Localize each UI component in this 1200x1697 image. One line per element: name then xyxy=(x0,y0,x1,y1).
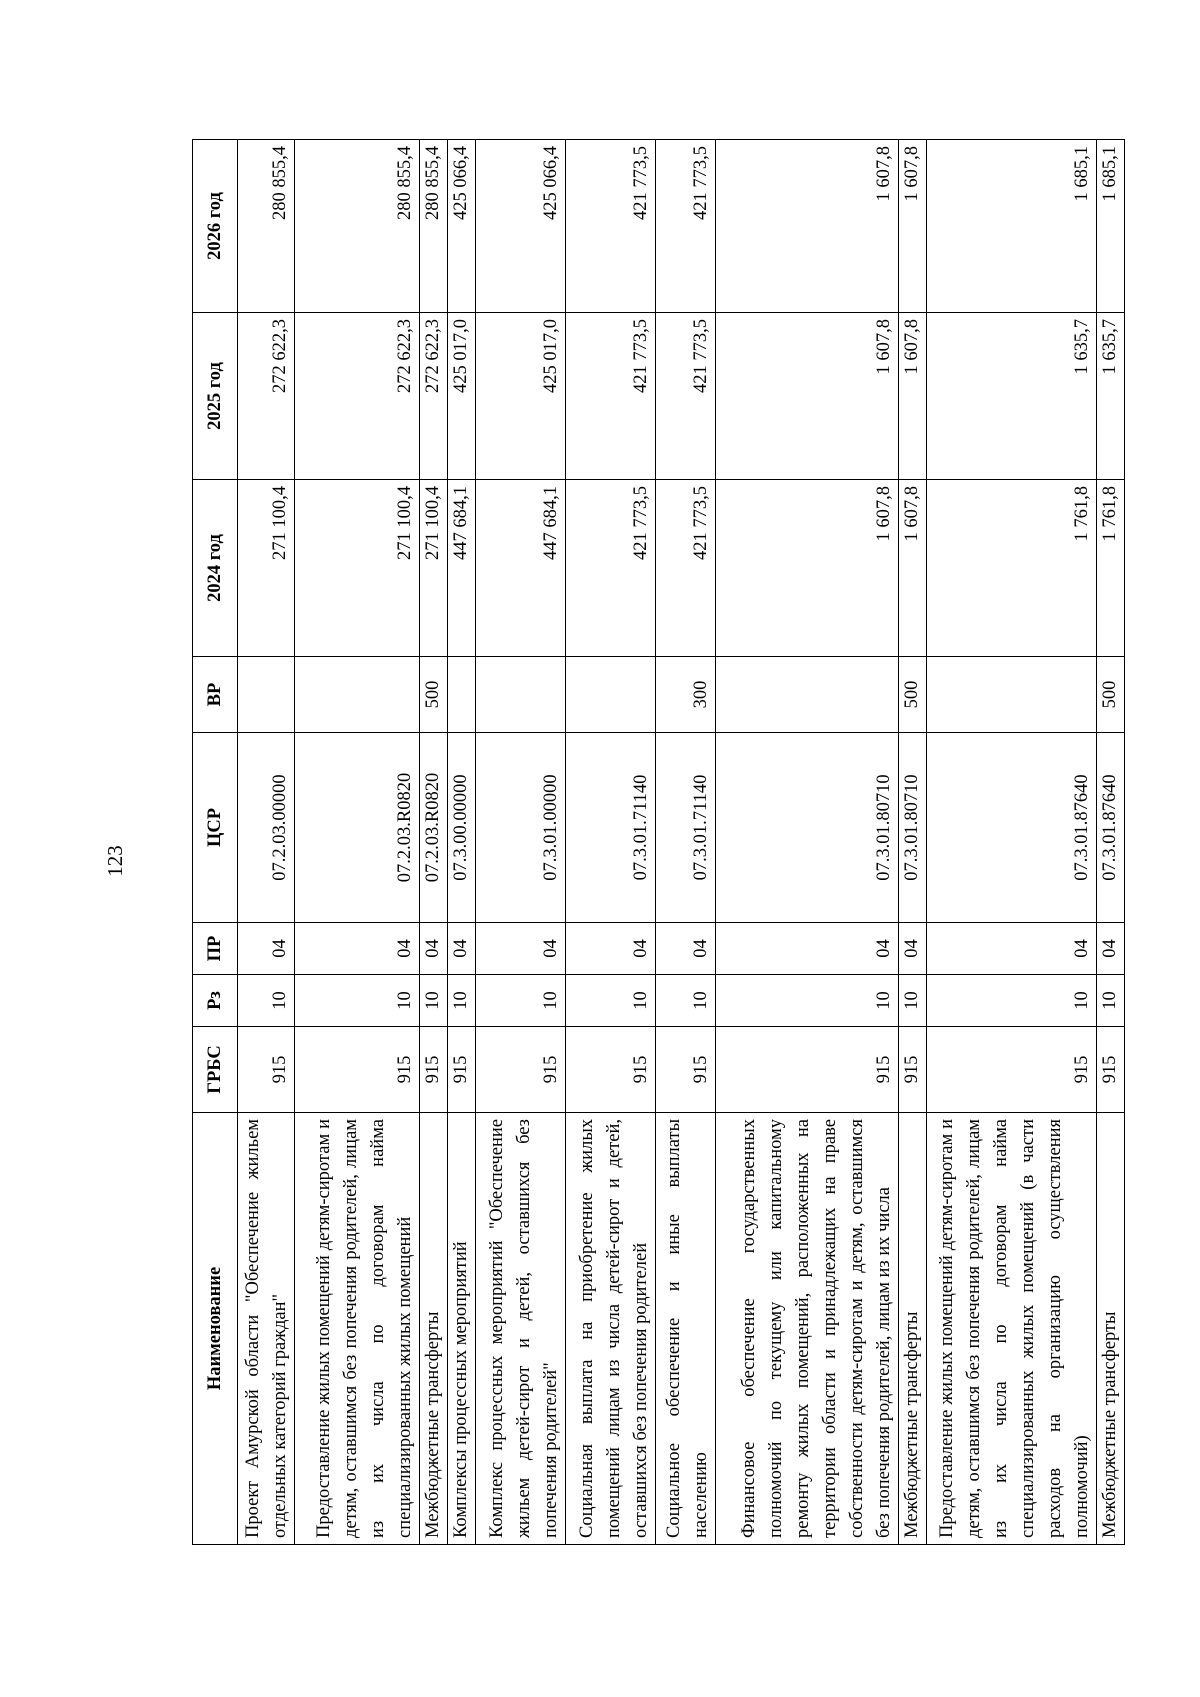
cell-2026: 425 066,4 xyxy=(476,140,566,313)
col-header-name: Наименование xyxy=(193,1113,238,1545)
cell-2026: 1 685,1 xyxy=(1097,140,1125,313)
rotated-table-container xyxy=(192,140,1120,1545)
header-row xyxy=(193,140,238,1545)
cell-2024: 1 761,8 xyxy=(1097,480,1125,657)
cell-name: Финансовое обеспечение государственных полномочий по текущему или капитальному ремонту жилых помещений, расположенных на территории области и принадлежащих на праве собственности детям-сиротам и детям, оставшимся без попечения родителей, лицам из их числа xyxy=(716,1113,899,1545)
cell-rz: 10 xyxy=(448,975,476,1027)
cell-vr xyxy=(476,657,566,733)
cell-vr: 500 xyxy=(1097,657,1125,733)
col-header-grbs: ГРБС xyxy=(193,1027,238,1113)
cell-csr: 07.3.01.87640 xyxy=(1097,733,1125,923)
cell-vr xyxy=(927,657,1097,733)
cell-pr: 04 xyxy=(476,923,566,975)
cell-vr xyxy=(716,657,899,733)
cell-grbs: 915 xyxy=(476,1027,566,1113)
cell-vr xyxy=(238,657,295,733)
cell-pr: 04 xyxy=(1097,923,1125,975)
cell-pr: 04 xyxy=(448,923,476,975)
cell-2024: 447 684,1 xyxy=(476,480,566,657)
cell-2024: 1 607,8 xyxy=(716,480,899,657)
col-header-pr: ПР xyxy=(193,923,238,975)
table-row xyxy=(448,140,476,1545)
cell-rz: 10 xyxy=(899,975,927,1027)
table-row xyxy=(716,140,899,1545)
cell-rz: 10 xyxy=(420,975,448,1027)
cell-grbs: 915 xyxy=(566,1027,656,1113)
cell-2025: 425 017,0 xyxy=(448,313,476,480)
col-header-2026: 2026 год xyxy=(193,140,238,313)
cell-2025: 272 622,3 xyxy=(295,313,420,480)
col-header-vr: ВР xyxy=(193,657,238,733)
cell-grbs: 915 xyxy=(927,1027,1097,1113)
page-number: 123 xyxy=(103,845,127,877)
cell-2024: 421 773,5 xyxy=(656,480,716,657)
table-row xyxy=(420,140,448,1545)
cell-2026: 425 066,4 xyxy=(448,140,476,313)
cell-rz: 10 xyxy=(1097,975,1125,1027)
cell-2026: 421 773,5 xyxy=(566,140,656,313)
cell-pr: 04 xyxy=(899,923,927,975)
cell-csr: 07.3.01.80710 xyxy=(899,733,927,923)
cell-2024: 1 607,8 xyxy=(899,480,927,657)
cell-rz: 10 xyxy=(656,975,716,1027)
col-header-2024: 2024 год xyxy=(193,480,238,657)
cell-name: Предоставление жилых помещений детям-сиротам и детям, оставшимся без попечения родителей, лицам из их числа по договорам найма специализированных жилых помещений xyxy=(295,1113,420,1545)
cell-2025: 1 635,7 xyxy=(927,313,1097,480)
cell-csr: 07.2.03.R0820 xyxy=(420,733,448,923)
cell-2024: 271 100,4 xyxy=(238,480,295,657)
cell-vr: 500 xyxy=(420,657,448,733)
cell-grbs: 915 xyxy=(899,1027,927,1113)
cell-name: Межбюджетные трансферты xyxy=(899,1113,927,1545)
cell-name: Проект Амурской области "Обеспечение жильем отдельных категорий граждан" xyxy=(238,1113,295,1545)
cell-csr: 07.3.01.80710 xyxy=(716,733,899,923)
cell-vr: 500 xyxy=(899,657,927,733)
cell-pr: 04 xyxy=(656,923,716,975)
table-row xyxy=(238,140,295,1545)
cell-2024: 271 100,4 xyxy=(420,480,448,657)
cell-csr: 07.3.01.87640 xyxy=(927,733,1097,923)
table-row xyxy=(899,140,927,1545)
cell-rz: 10 xyxy=(476,975,566,1027)
table-row xyxy=(656,140,716,1545)
table-row xyxy=(927,140,1097,1545)
cell-csr: 07.3.01.00000 xyxy=(476,733,566,923)
cell-rz: 10 xyxy=(238,975,295,1027)
cell-grbs: 915 xyxy=(656,1027,716,1113)
cell-csr: 07.3.01.71140 xyxy=(566,733,656,923)
cell-grbs: 915 xyxy=(420,1027,448,1113)
cell-grbs: 915 xyxy=(448,1027,476,1113)
cell-2024: 271 100,4 xyxy=(295,480,420,657)
cell-name: Предоставление жилых помещений детям-сиротам и детям, оставшимся без попечения родителей, лицам из их числа по договорам найма специализированных жилых помещений (в части расходов на организацию осуществления полномочий) xyxy=(927,1113,1097,1545)
cell-2026: 421 773,5 xyxy=(656,140,716,313)
cell-2025: 421 773,5 xyxy=(656,313,716,480)
cell-rz: 10 xyxy=(927,975,1097,1027)
col-header-rz: Рз xyxy=(193,975,238,1027)
cell-rz: 10 xyxy=(716,975,899,1027)
cell-2025: 272 622,3 xyxy=(420,313,448,480)
cell-grbs: 915 xyxy=(238,1027,295,1113)
cell-vr: 300 xyxy=(656,657,716,733)
cell-grbs: 915 xyxy=(1097,1027,1125,1113)
cell-name: Комплекс процессных мероприятий "Обеспечение жильем детей-сирот и детей, оставшихся без попечения родителей" xyxy=(476,1113,566,1545)
cell-rz: 10 xyxy=(566,975,656,1027)
table-row xyxy=(295,140,420,1545)
col-header-csr: ЦСР xyxy=(193,733,238,923)
cell-name: Комплексы процессных мероприятий xyxy=(448,1113,476,1545)
cell-2025: 1 607,8 xyxy=(899,313,927,480)
cell-2025: 272 622,3 xyxy=(238,313,295,480)
cell-2025: 1 607,8 xyxy=(716,313,899,480)
cell-2024: 1 761,8 xyxy=(927,480,1097,657)
cell-pr: 04 xyxy=(566,923,656,975)
cell-csr: 07.2.03.00000 xyxy=(238,733,295,923)
cell-pr: 04 xyxy=(295,923,420,975)
cell-pr: 04 xyxy=(716,923,899,975)
cell-2025: 421 773,5 xyxy=(566,313,656,480)
cell-name: Социальное обеспечение и иные выплаты населению xyxy=(656,1113,716,1545)
cell-csr: 07.3.01.71140 xyxy=(656,733,716,923)
cell-vr xyxy=(448,657,476,733)
cell-pr: 04 xyxy=(927,923,1097,975)
table-row xyxy=(1097,140,1125,1545)
cell-grbs: 915 xyxy=(716,1027,899,1113)
table-row xyxy=(566,140,656,1545)
cell-2026: 1 607,8 xyxy=(716,140,899,313)
cell-name: Межбюджетные трансферты xyxy=(420,1113,448,1545)
cell-vr xyxy=(566,657,656,733)
cell-2026: 280 855,4 xyxy=(420,140,448,313)
cell-2026: 280 855,4 xyxy=(238,140,295,313)
cell-csr: 07.3.00.00000 xyxy=(448,733,476,923)
table-row xyxy=(476,140,566,1545)
cell-name: Социальная выплата на приобретение жилых помещений лицам из числа детей-сирот и детей, оставшихся без попечения родителей xyxy=(566,1113,656,1545)
cell-2024: 421 773,5 xyxy=(566,480,656,657)
cell-csr: 07.2.03.R0820 xyxy=(295,733,420,923)
cell-vr xyxy=(295,657,420,733)
cell-2026: 1 607,8 xyxy=(899,140,927,313)
col-header-2025: 2025 год xyxy=(193,313,238,480)
cell-rz: 10 xyxy=(295,975,420,1027)
cell-2024: 447 684,1 xyxy=(448,480,476,657)
cell-2026: 280 855,4 xyxy=(295,140,420,313)
cell-2025: 1 635,7 xyxy=(1097,313,1125,480)
cell-pr: 04 xyxy=(238,923,295,975)
cell-pr: 04 xyxy=(420,923,448,975)
cell-grbs: 915 xyxy=(295,1027,420,1113)
cell-2025: 425 017,0 xyxy=(476,313,566,480)
cell-2026: 1 685,1 xyxy=(927,140,1097,313)
cell-name: Межбюджетные трансферты xyxy=(1097,1113,1125,1545)
budget-table xyxy=(192,139,1125,1545)
